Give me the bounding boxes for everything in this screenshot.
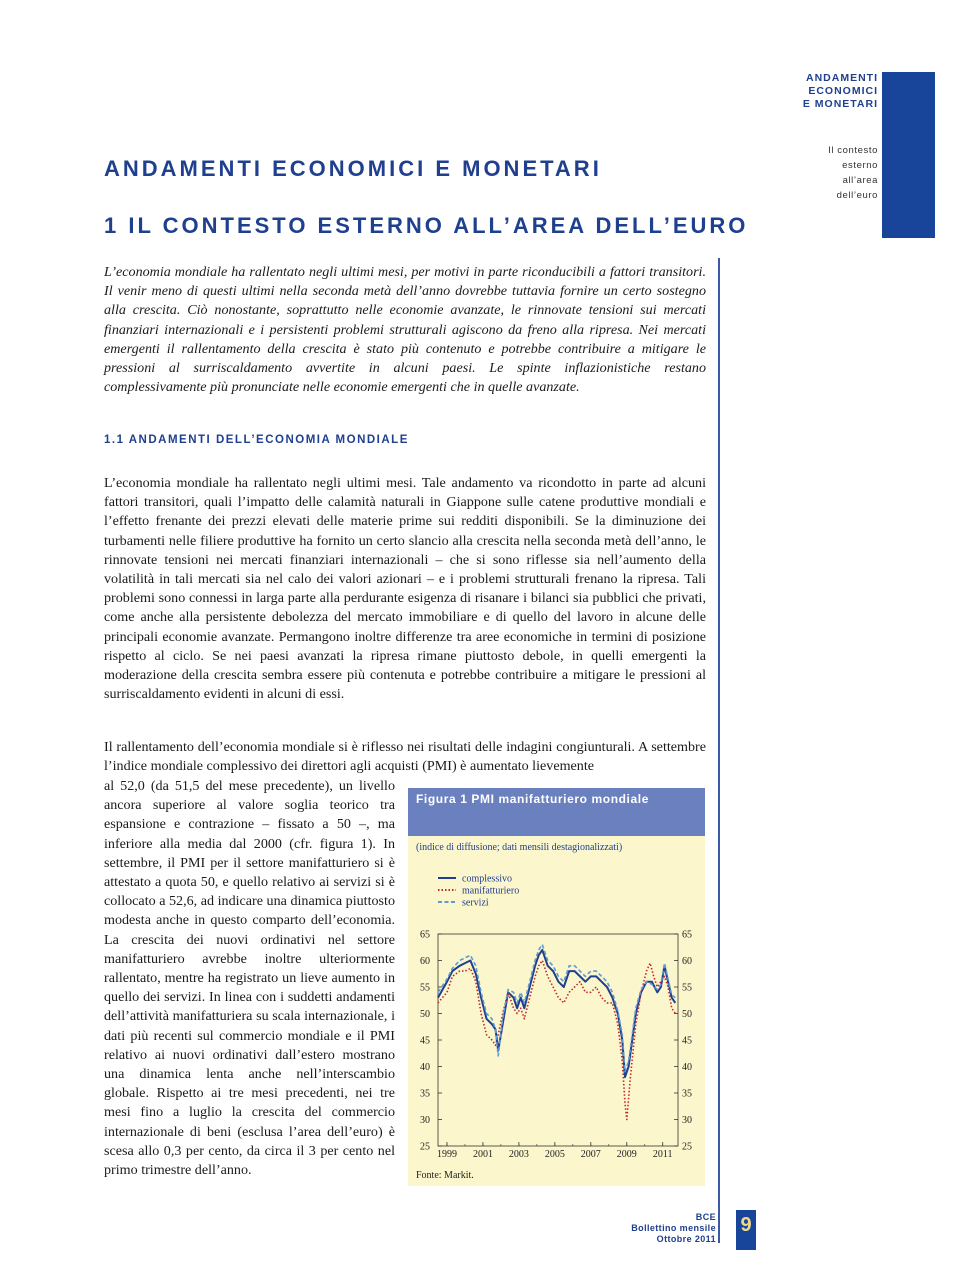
y-tick-label-left: 60 bbox=[420, 956, 430, 967]
figure-note: (indice di diffusione; dati mensili destagionalizzati) bbox=[416, 842, 623, 853]
side-tab-sub-line: all’area bbox=[842, 175, 878, 186]
y-tick-label-left: 35 bbox=[420, 1088, 430, 1100]
x-tick-label: 2007 bbox=[580, 1149, 601, 1160]
y-tick-label-right: 55 bbox=[682, 982, 692, 994]
footer-publication bbox=[631, 1212, 716, 1245]
y-tick-label-left: 45 bbox=[420, 1035, 430, 1047]
page-number: 9 bbox=[740, 1214, 752, 1236]
side-tab-heading-line: ANDAMENTI bbox=[806, 72, 878, 84]
y-tick-label-right: 40 bbox=[682, 1062, 692, 1073]
y-tick-label-left: 40 bbox=[420, 1062, 430, 1073]
legend-label: manifatturiero bbox=[462, 885, 520, 897]
section-heading: 1.1 ANDAMENTI DELL’ECONOMIA MONDIALE bbox=[104, 434, 409, 446]
x-tick-label: 2001 bbox=[472, 1149, 493, 1160]
legend-label: complessivo bbox=[462, 873, 512, 885]
side-tab-heading bbox=[803, 72, 878, 111]
footer-line: BCE bbox=[695, 1212, 716, 1222]
y-tick-label-right: 60 bbox=[682, 956, 692, 967]
side-tab-subheading bbox=[828, 143, 878, 203]
side-tab-sub-line: dell’euro bbox=[836, 190, 878, 201]
y-tick-label-right: 30 bbox=[682, 1115, 692, 1126]
body-paragraph-1: L’economia mondiale ha rallentato negli ultimi mesi. Tale andamento va ricondotto in parte ad alcuni fattori transitori, quali l’impatto delle calamità naturali in Giappone sulle catene produttive mondiali e l’effetto frenante dei prezzi elevati delle materie prime sui redditi disponibili. Se la diminuzione dei turbamenti nelle filiere produttive ha fornito un certo slancio alla crescita nella seconda metà dell’anno, le rinnovate tensioni nei mercati finanziari internazionali – che si sono riflesse sia nell’aumento della volatilità in tali mercati sia nel calo dei valori azionari – e i problemi strutturali frenano la ripresa. Tali problemi sono connessi in larga parte alla perdurante esigenza di risanare i bilanci sia pubblici che privati, come anche alla persistente debolezza del mercato immobiliare e di quello del lavoro in alcune delle principali economie avanzate. Permangono inoltre differenze tra aree economiche in termini di posizione rispetto al ciclo. Se nei paesi avanzati la ripresa rimane piuttosto debole, in quelli emergenti la moderazione della crescita sembra essere più contenuta e potrebbe contribuire a mitigare le pressioni al surriscaldamento evidenti in alcuni di essi. bbox=[104, 475, 706, 703]
y-tick-label-left: 25 bbox=[420, 1141, 430, 1153]
footer-line: Bollettino mensile bbox=[631, 1223, 716, 1233]
figure-title: Figura 1 PMI manifatturiero mondiale bbox=[416, 792, 649, 806]
side-tab-heading-line: E MONETARI bbox=[802, 98, 878, 110]
footer-line: Ottobre 2011 bbox=[656, 1234, 716, 1244]
series-line-manifatturiero bbox=[438, 961, 675, 1120]
y-tick-label-left: 30 bbox=[420, 1115, 430, 1126]
x-tick-label: 1999 bbox=[436, 1149, 457, 1160]
margin-rule bbox=[718, 258, 720, 1243]
main-title: ANDAMENTI ECONOMICI E MONETARI bbox=[104, 156, 602, 181]
y-tick-label-left: 55 bbox=[420, 982, 430, 994]
y-tick-label-right: 35 bbox=[682, 1088, 692, 1100]
page-number-box bbox=[736, 1210, 756, 1250]
series-line-complessivo bbox=[438, 950, 675, 1077]
figure-title-bar bbox=[408, 788, 705, 836]
side-tab-sub-line: Il contesto bbox=[828, 145, 878, 156]
summary-paragraph: L’economia mondiale ha rallentato negli ultimi mesi, per motivi in parte riconducibili a fattori transitori. Il venir meno di questi ultimi nella seconda metà dell’anno dovrebbe tuttavia fornire un certo sostegno alla crescita. Ciò nonostante, soprattutto nelle economie avanzate, le rinnovate tensioni sui mercati finanziari internazionali e i persistenti problemi strutturali agiscono da freno alla ripresa. Nei mercati emergenti il rallentamento della crescita è stato più contenuto e potrebbe contribuire a mitigare le pressioni al surriscaldamento avvertite in alcuni paesi. Le spinte inflazionistiche restano complessivamente più pronunciate nelle economie emergenti che in quelle avanzate. bbox=[104, 264, 706, 396]
pmi-line-chart bbox=[408, 864, 705, 1164]
y-tick-label-left: 50 bbox=[420, 1009, 430, 1020]
y-tick-label-right: 45 bbox=[682, 1035, 692, 1047]
figure-source: Fonte: Markit. bbox=[416, 1170, 474, 1181]
legend-label: servizi bbox=[462, 897, 489, 909]
body-paragraph-2-column: al 52,0 (da 51,5 del mese precedente), un livello ancora superiore al valore soglia teorico tra espansione e contrazione – fissato a 50 –, ma inferiore alla media dal 2000 (cfr. figura 1). In settembre, il PMI per il settore manifatturiero si è attestato a quota 50, e quello relativo ai servizi si è collocato a 52,6, ad indicare una dinamica piuttosto modesta anche in questo comparto dell’economia. La crescita dei nuovi ordinativi nel settore manifatturiero avrebbe inoltre ulteriormente rallentato, mentre ha registrato un lieve aumento in quello dei servizi. In linea con i suddetti andamenti dell’attività manifatturiera su scala internazionale, i dati più recenti sul commercio mondiale e il PMI relativo ai nuovi ordinativi dall’estero mostrano una dinamica lenta anche nell’interscambio globale. Rispetto ai tre mesi precedenti, nei tre mesi fino a luglio la crescita del commercio internazionale di beni (esclusa l’area dell’euro) è scesa allo 0,3 per cento, da circa il 3 per cento nel primo trimestre dell’anno. bbox=[104, 778, 395, 1179]
x-tick-label: 2003 bbox=[508, 1149, 529, 1160]
side-tab-sub-line: esterno bbox=[842, 160, 878, 171]
y-tick-label-right: 25 bbox=[682, 1141, 692, 1153]
chapter-title: 1 IL CONTESTO ESTERNO ALL’AREA DELL’EURO bbox=[104, 213, 749, 238]
plot-frame bbox=[438, 934, 678, 1146]
y-tick-label-right: 50 bbox=[682, 1009, 692, 1020]
series-line-servizi bbox=[438, 945, 675, 1072]
y-tick-label-right: 65 bbox=[682, 929, 692, 941]
y-tick-label-left: 65 bbox=[420, 929, 430, 941]
x-tick-label: 2009 bbox=[616, 1149, 637, 1160]
figure-box bbox=[408, 788, 705, 1186]
x-tick-label: 2011 bbox=[652, 1149, 673, 1160]
body-paragraph-2-lead: Il rallentamento dell’economia mondiale si è riflesso nei risultati delle indagini congiunturali. A settembre l’indice mondiale complessivo dei direttori agli acquisti (PMI) è aumentato lievemente bbox=[104, 739, 706, 775]
section-tab-marker bbox=[882, 72, 935, 238]
side-tab-heading-line: ECONOMICI bbox=[808, 85, 878, 97]
x-tick-label: 2005 bbox=[544, 1149, 565, 1160]
